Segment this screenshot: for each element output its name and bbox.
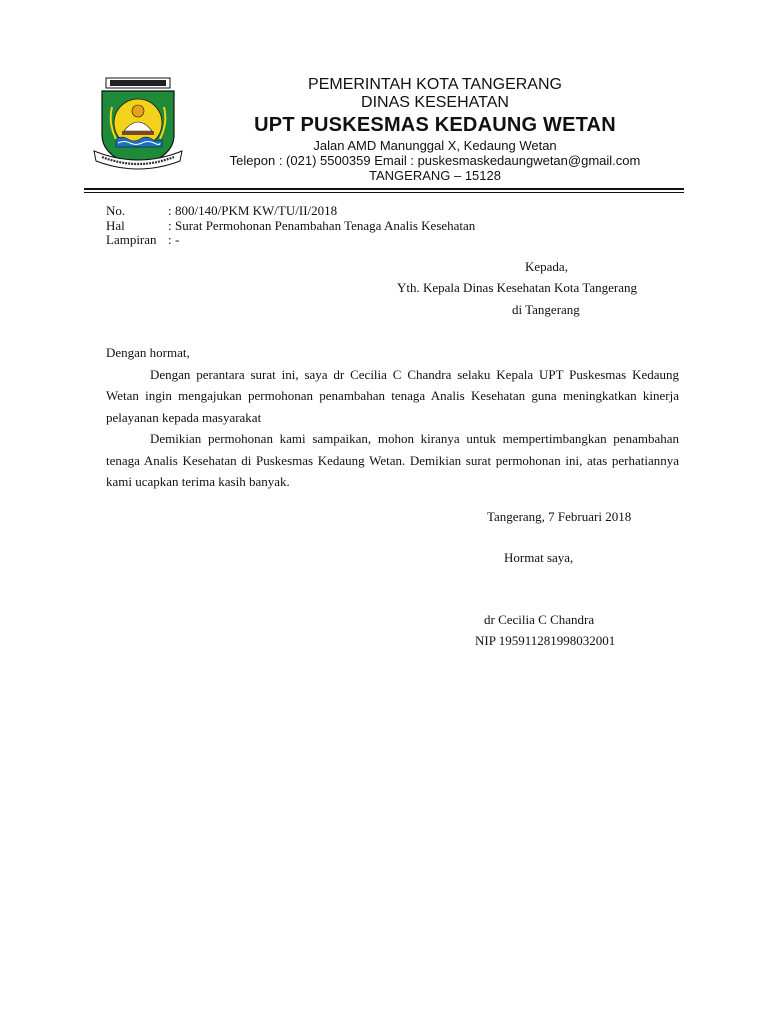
meta-row-number — [106, 204, 475, 219]
recipient-place: di Tangerang — [512, 302, 580, 317]
signatory-nip: NIP 195911281998032001 — [475, 633, 616, 648]
letterhead-divider-thin — [84, 192, 684, 193]
meta-row-subject — [106, 219, 475, 234]
letter-meta — [106, 204, 475, 248]
recipient-name: Yth. Kepala Dinas Kesehatan Kota Tangerang — [397, 280, 637, 295]
meta-label: Lampiran — [106, 232, 157, 247]
letterhead-divider-thick — [84, 188, 684, 190]
greeting: Dengan hormat, — [106, 345, 190, 360]
body-paragraph-1: Dengan perantara surat ini, saya dr Cecilia C Chandra selaku Kepala UPT Puskesmas Kedaung Wetan ingin mengajukan permohonan penambahan tenaga Analis Kesehatan guna meningkatkan kinerja pelayanan kepada masyarakat — [106, 366, 679, 425]
meta-value: 800/140/PKM KW/TU/II/2018 — [175, 203, 338, 218]
meta-separator: : — [168, 232, 172, 247]
meta-separator: : — [168, 203, 172, 218]
meta-row-attachment — [106, 233, 475, 248]
institution-name: UPT PUSKESMAS KEDAUNG WETAN — [254, 114, 616, 136]
department-name: DINAS KESEHATAN — [361, 94, 509, 111]
body-paragraph-2: Demikian permohonan kami sampaikan, mohon kiranya untuk mempertimbangkan penambahan tenaga Analis Kesehatan di Puskesmas Kedaung Wetan. Demikian surat permohonan ini, atas perhatiannya kami ucapkan terima kasih banyak. — [106, 431, 679, 489]
letterhead — [200, 76, 670, 183]
meta-label: No. — [106, 203, 126, 218]
recipient-to: Kepada, — [525, 259, 568, 274]
place-date: Tangerang, 7 Februari 2018 — [487, 509, 632, 524]
kota-tangerang-emblem-icon — [92, 77, 184, 172]
closing-salutation: Hormat saya, — [504, 550, 574, 565]
letter-body — [106, 342, 679, 493]
contact-line: Telepon : (021) 5500359 Email : puskesmaskedaungwetan@gmail.com — [229, 153, 641, 168]
government-name: PEMERINTAH KOTA TANGERANG — [308, 76, 562, 93]
signatory-name: dr Cecilia C Chandra — [484, 612, 595, 627]
meta-separator: : — [168, 217, 172, 233]
address-line: Jalan AMD Manunggal X, Kedaung Wetan — [313, 138, 557, 153]
city-postal-line: TANGERANG – 15128 — [369, 168, 501, 183]
meta-value: - — [175, 232, 180, 247]
meta-value: Surat Permohonan Penambahan Tenaga Analis Kesehatan — [175, 217, 476, 233]
meta-label: Hal — [106, 217, 125, 233]
